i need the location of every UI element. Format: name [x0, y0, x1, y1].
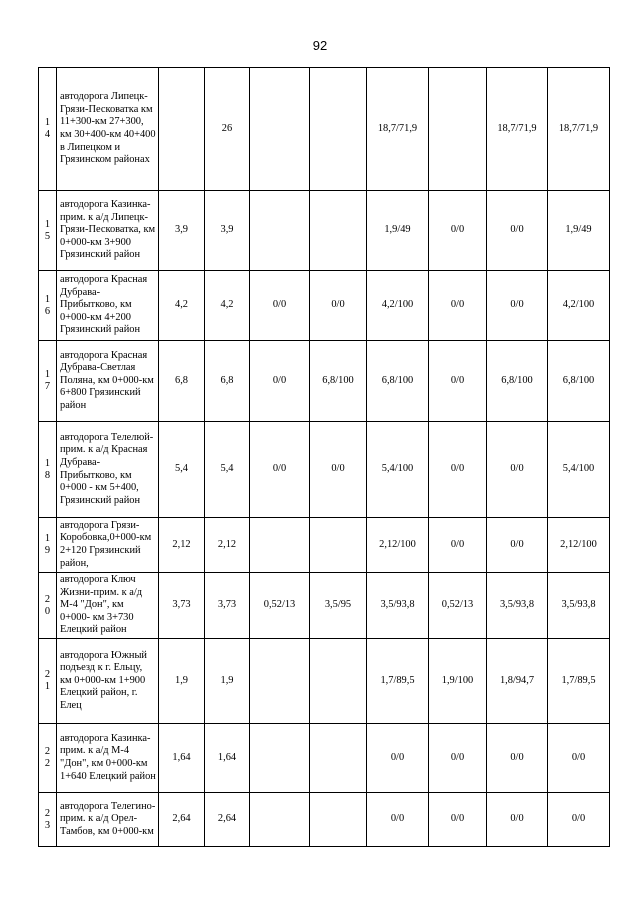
row-number-digit: 0: [44, 605, 51, 617]
value-cell-c8: 1,9/49: [548, 191, 610, 271]
value-cell-c2: 5,4: [205, 422, 250, 518]
road-name-cell: автодорога Казинка-прим. к а/д Липецк-Грязи-Песковатка, км 0+000-км 3+900 Грязинский район: [57, 191, 159, 271]
value-cell-c5: 0/0: [367, 724, 429, 793]
value-cell-c8: 0/0: [548, 793, 610, 847]
value-cell-c3: 0,52/13: [250, 573, 310, 639]
road-name-cell: автодорога Грязи-Коробовка,0+000-км 2+120 Грязинский район,: [57, 518, 159, 573]
value-cell-c1: 1,64: [159, 724, 205, 793]
value-cell-c3: 0/0: [250, 271, 310, 341]
row-number-digit: 1: [44, 681, 51, 692]
value-cell-c2: 26: [205, 68, 250, 191]
value-cell-c3: [250, 68, 310, 191]
row-number: [39, 341, 57, 422]
row-number: [39, 422, 57, 518]
road-name-cell: автодорога Ключ Жизни-прим. к а/д М-4 "Дон", км 0+000- км 3+730 Елецкий район: [57, 573, 159, 639]
road-name-cell: автодорога Телелюй-прим. к а/д Красная Дубрава-Прибытково, км 0+000 - км 5+400, Грязинский район: [57, 422, 159, 518]
value-cell-c2: 3,73: [205, 573, 250, 639]
value-cell-c7: 6,8/100: [487, 341, 548, 422]
row-number: [39, 68, 57, 191]
value-cell-c6: 0/0: [429, 422, 487, 518]
road-name-cell: автодорога Южный подъезд к г. Ельцу, км 0+000-км 1+900 Елецкий район, г. Елец: [57, 639, 159, 724]
row-number-digit: 2: [44, 758, 51, 769]
value-cell-c1: 6,8: [159, 341, 205, 422]
row-number-digit: 3: [44, 819, 51, 831]
table-row: [39, 639, 610, 724]
value-cell-c8: 1,7/89,5: [548, 639, 610, 724]
page-number: 92: [312, 38, 328, 53]
road-name-cell: автодорога Липецк-Грязи-Песковатка км 11+300-км 27+300, км 30+400-км 40+400 в Липецком и Грязинском районах: [57, 68, 159, 191]
value-cell-c7: 3,5/93,8: [487, 573, 548, 639]
value-cell-c7: 0/0: [487, 422, 548, 518]
value-cell-c4: 6,8/100: [310, 341, 367, 422]
value-cell-c3: [250, 639, 310, 724]
row-number-digit: 1: [44, 117, 51, 128]
row-number-digit: 8: [44, 469, 51, 481]
roads-table: [38, 67, 610, 847]
row-number-digit: 1: [44, 533, 51, 544]
table-row: [39, 793, 610, 847]
row-number-digit: 1: [44, 369, 51, 380]
value-cell-c1: 5,4: [159, 422, 205, 518]
value-cell-c7: 0/0: [487, 518, 548, 573]
value-cell-c2: 2,12: [205, 518, 250, 573]
row-number-digit: 1: [44, 457, 51, 469]
value-cell-c6: 0/0: [429, 518, 487, 573]
value-cell-c2: 1,64: [205, 724, 250, 793]
value-cell-c3: 0/0: [250, 422, 310, 518]
value-cell-c6: [429, 68, 487, 191]
value-cell-c4: [310, 724, 367, 793]
value-cell-c1: 2,12: [159, 518, 205, 573]
value-cell-c4: [310, 639, 367, 724]
value-cell-c8: 6,8/100: [548, 341, 610, 422]
road-name-cell: автодорога Казинка-прим. к а/д М-4 "Дон", км 0+000-км 1+640 Елецкий район: [57, 724, 159, 793]
value-cell-c5: 2,12/100: [367, 518, 429, 573]
value-cell-c1: 2,64: [159, 793, 205, 847]
value-cell-c1: 3,9: [159, 191, 205, 271]
value-cell-c2: 1,9: [205, 639, 250, 724]
value-cell-c4: [310, 793, 367, 847]
value-cell-c2: 2,64: [205, 793, 250, 847]
road-name-cell: автодорога Красная Дубрава-Светлая Поляна, км 0+000-км 6+800 Грязинский район: [57, 341, 159, 422]
value-cell-c2: 3,9: [205, 191, 250, 271]
row-number-digit: 2: [44, 746, 51, 757]
value-cell-c5: 0/0: [367, 793, 429, 847]
value-cell-c4: 0/0: [310, 271, 367, 341]
value-cell-c8: 2,12/100: [548, 518, 610, 573]
row-number-digit: 2: [44, 807, 51, 819]
row-number: [39, 573, 57, 639]
row-number: [39, 191, 57, 271]
value-cell-c5: 4,2/100: [367, 271, 429, 341]
value-cell-c3: [250, 518, 310, 573]
value-cell-c5: 1,7/89,5: [367, 639, 429, 724]
value-cell-c1: 3,73: [159, 573, 205, 639]
value-cell-c6: 0/0: [429, 724, 487, 793]
table-row: [39, 422, 610, 518]
value-cell-c8: 0/0: [548, 724, 610, 793]
value-cell-c6: 0/0: [429, 793, 487, 847]
value-cell-c6: 0/0: [429, 341, 487, 422]
value-cell-c8: 5,4/100: [548, 422, 610, 518]
value-cell-c2: 4,2: [205, 271, 250, 341]
row-number: [39, 271, 57, 341]
value-cell-c4: [310, 191, 367, 271]
value-cell-c7: 0/0: [487, 191, 548, 271]
row-number-digit: 5: [44, 230, 51, 242]
row-number: [39, 518, 57, 573]
value-cell-c5: 1,9/49: [367, 191, 429, 271]
value-cell-c5: 5,4/100: [367, 422, 429, 518]
value-cell-c7: 0/0: [487, 793, 548, 847]
value-cell-c5: 18,7/71,9: [367, 68, 429, 191]
row-number-digit: 2: [44, 593, 51, 605]
value-cell-c7: 1,8/94,7: [487, 639, 548, 724]
value-cell-c6: 0/0: [429, 191, 487, 271]
row-number: [39, 639, 57, 724]
value-cell-c4: 3,5/95: [310, 573, 367, 639]
road-name-cell: автодорога Красная Дубрава-Прибытково, км 0+000-км 4+200 Грязинский район: [57, 271, 159, 341]
table-row: [39, 191, 610, 271]
value-cell-c2: 6,8: [205, 341, 250, 422]
value-cell-c7: 0/0: [487, 271, 548, 341]
value-cell-c6: 1,9/100: [429, 639, 487, 724]
value-cell-c5: 3,5/93,8: [367, 573, 429, 639]
row-number-digit: 2: [44, 669, 51, 680]
value-cell-c8: 18,7/71,9: [548, 68, 610, 191]
value-cell-c1: 4,2: [159, 271, 205, 341]
row-number: [39, 793, 57, 847]
row-number-digit: 1: [44, 218, 51, 230]
value-cell-c6: 0/0: [429, 271, 487, 341]
row-number-digit: 7: [44, 381, 51, 392]
row-number-digit: 9: [44, 545, 51, 556]
table-row: [39, 573, 610, 639]
value-cell-c4: 0/0: [310, 422, 367, 518]
value-cell-c1: 1,9: [159, 639, 205, 724]
table-row: [39, 68, 610, 191]
row-number-digit: 1: [44, 293, 51, 305]
value-cell-c7: 18,7/71,9: [487, 68, 548, 191]
value-cell-c3: [250, 793, 310, 847]
row-number-digit: 6: [44, 305, 51, 317]
table-row: [39, 341, 610, 422]
value-cell-c4: [310, 518, 367, 573]
value-cell-c5: 6,8/100: [367, 341, 429, 422]
row-number: [39, 724, 57, 793]
value-cell-c3: [250, 191, 310, 271]
value-cell-c8: 4,2/100: [548, 271, 610, 341]
value-cell-c4: [310, 68, 367, 191]
value-cell-c3: [250, 724, 310, 793]
row-number-digit: 4: [44, 129, 51, 140]
table-row: [39, 271, 610, 341]
value-cell-c1: [159, 68, 205, 191]
value-cell-c8: 3,5/93,8: [548, 573, 610, 639]
value-cell-c6: 0,52/13: [429, 573, 487, 639]
table-row: [39, 518, 610, 573]
road-name-cell: автодорога Телегино-прим. к а/д Орел-Тамбов, км 0+000-км: [57, 793, 159, 847]
value-cell-c7: 0/0: [487, 724, 548, 793]
value-cell-c3: 0/0: [250, 341, 310, 422]
table-row: [39, 724, 610, 793]
